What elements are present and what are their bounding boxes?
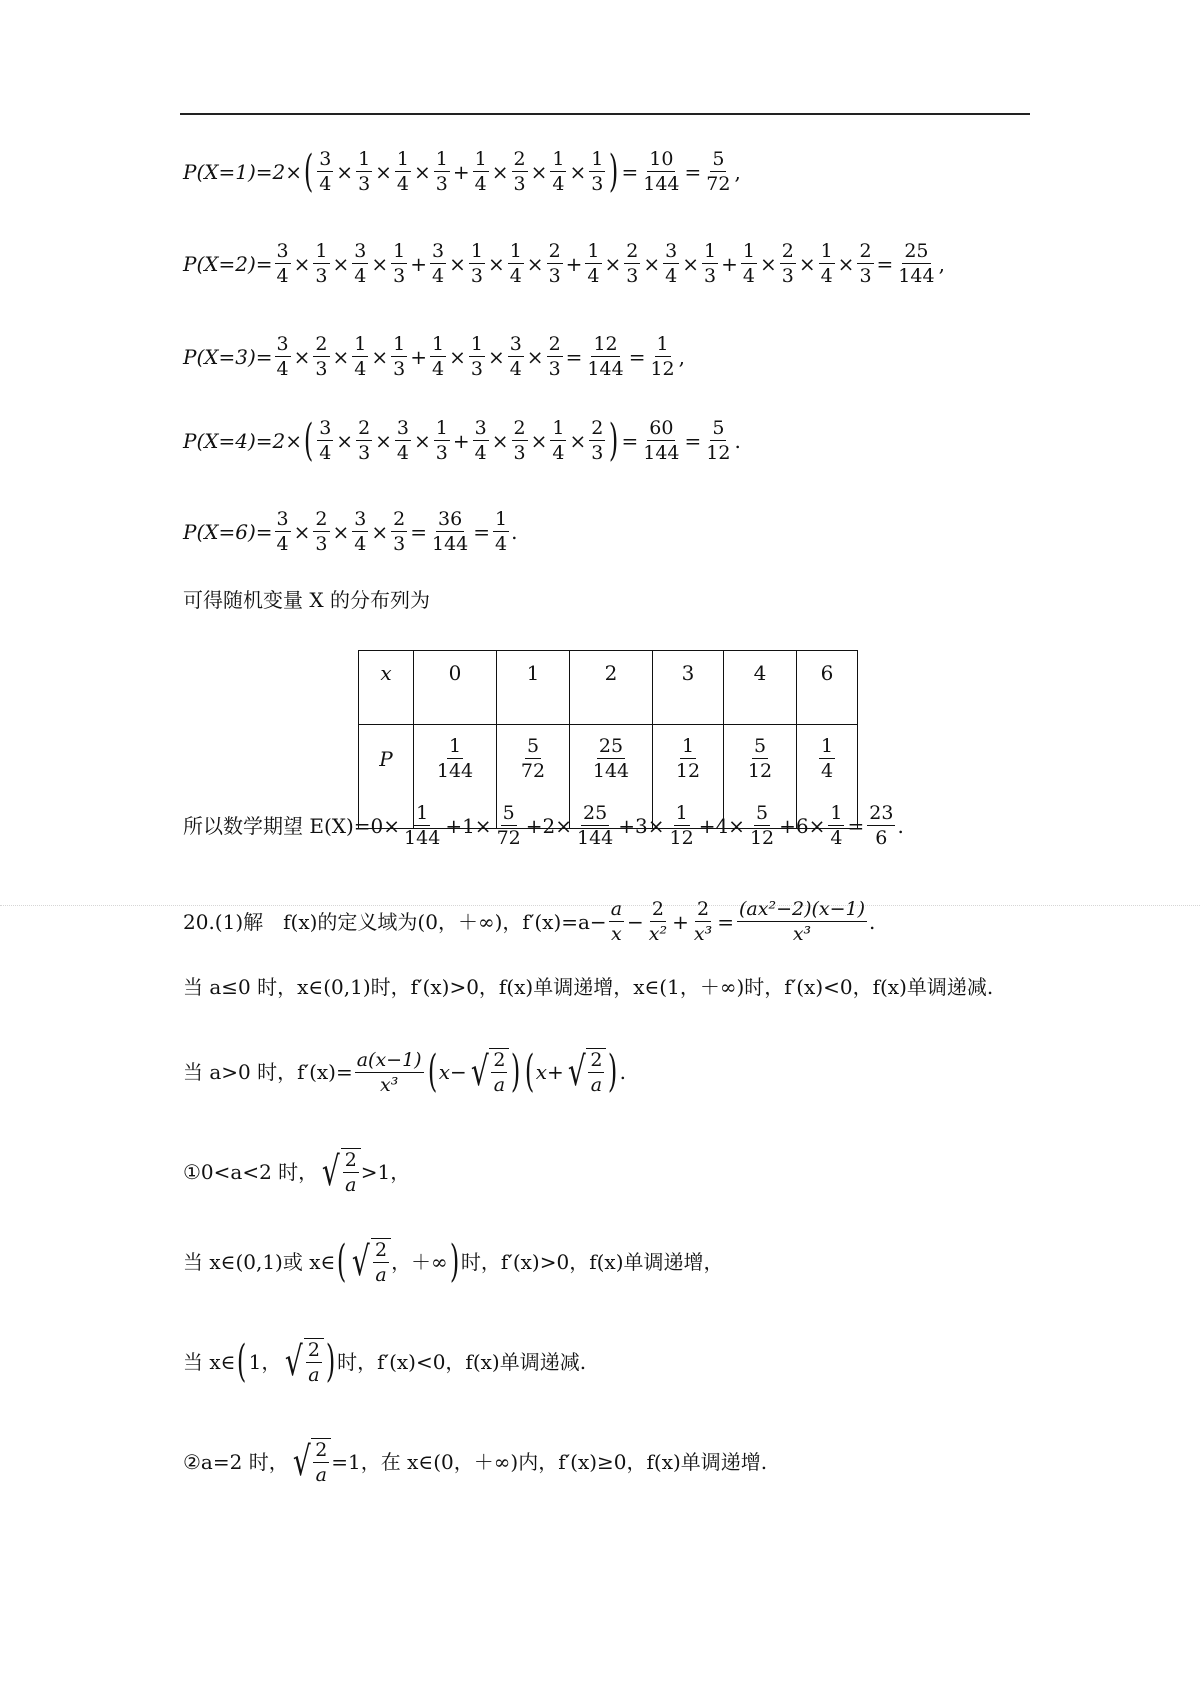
operator: − xyxy=(627,909,644,934)
operator: + xyxy=(452,428,470,453)
operator: × xyxy=(449,344,466,369)
operator: × xyxy=(293,519,311,544)
fraction: $\frac{a}{x}$ xyxy=(610,898,623,945)
operator: × xyxy=(759,251,777,276)
fraction: $\frac{1}{3}$ xyxy=(435,148,448,195)
operator: + xyxy=(565,251,583,276)
paren-open: ( xyxy=(303,145,314,197)
fraction: $\frac{1}{3}$ xyxy=(470,333,483,380)
fraction: $\frac{2}{3}$ xyxy=(315,508,328,555)
table-cell: $\frac{1}{144}$ xyxy=(414,725,497,829)
eq-lhs: P(X=4)=2× xyxy=(183,428,303,453)
operator: = xyxy=(410,519,427,544)
fraction: $\frac{1}{4}$ xyxy=(830,802,843,849)
operator: × xyxy=(375,428,392,453)
operator: + xyxy=(410,251,427,276)
operator: = xyxy=(621,428,639,453)
fraction: $\frac{1}{4}$ xyxy=(587,240,600,287)
paren-close: ) xyxy=(608,1046,618,1097)
case-1-decreasing xyxy=(183,1338,586,1386)
operator: × xyxy=(530,428,548,453)
table-cell: $\frac{5}{72}$ xyxy=(497,725,570,829)
fraction: $\frac{1}{4}$ xyxy=(495,508,508,555)
punctuation: . xyxy=(869,909,876,934)
fraction: $\frac{5}{72}$ xyxy=(706,148,731,195)
punctuation: , xyxy=(938,251,945,276)
fraction: $\frac{\text{(ax²−2)(x−1)}}{\text{x³}}$ xyxy=(739,898,866,945)
case-text: 时，f′(x)<0，f(x)单调递减. xyxy=(337,1350,587,1374)
fraction: $\frac{2}{3}$ xyxy=(513,417,526,464)
fraction: $\frac{1}{3}$ xyxy=(470,240,483,287)
fraction: $\frac{2}{3}$ xyxy=(859,240,872,287)
operator: × xyxy=(371,251,389,276)
operator: +2× xyxy=(525,813,572,838)
table-cell: $\frac{25}{144}$ xyxy=(570,725,653,829)
eq-lhs: 所以数学期望 E(X)=0× xyxy=(183,813,401,838)
operator: +3× xyxy=(618,813,665,838)
fraction: $\frac{1}{4}$ xyxy=(552,148,565,195)
case-1 xyxy=(183,1148,410,1196)
operator: × xyxy=(526,344,544,369)
operator: = xyxy=(684,159,702,184)
q20-line xyxy=(183,898,875,945)
fraction: $\frac{2}{\text{x²}}$ xyxy=(648,898,668,945)
fraction: $\frac{2}{3}$ xyxy=(315,333,328,380)
sqrt: √ $\frac{2}{a}$ xyxy=(467,1048,510,1096)
operator: = xyxy=(717,909,734,934)
punctuation: . xyxy=(734,428,741,453)
fraction: $\frac{2}{3}$ xyxy=(591,417,604,464)
fraction: $\frac{5}{12}$ xyxy=(749,802,775,849)
operator: × xyxy=(332,251,350,276)
fraction: $\frac{2}{3}$ xyxy=(548,333,561,380)
operator: × xyxy=(336,428,354,453)
header-rule xyxy=(180,113,1030,115)
operator: × xyxy=(682,251,699,276)
table-cell: 1 xyxy=(497,651,570,725)
operator: +1× xyxy=(445,813,492,838)
case-text: x+ xyxy=(535,1060,564,1084)
eq-lhs: P(X=1)=2× xyxy=(183,159,303,184)
fraction: $\frac{10}{144}$ xyxy=(643,148,680,195)
case-text: 时，f′(x)>0，f(x)单调递增， xyxy=(460,1250,724,1274)
case-text: ②a=2 时， xyxy=(183,1450,289,1474)
fraction: $\frac{1}{4}$ xyxy=(431,333,445,380)
operator: × xyxy=(491,159,509,184)
operator: × xyxy=(526,251,544,276)
operator: + xyxy=(410,344,427,369)
table-cell: 4 xyxy=(724,651,797,725)
fraction: $\frac{1}{3}$ xyxy=(704,240,717,287)
fraction: $\frac{2}{3}$ xyxy=(548,240,561,287)
fraction: $\frac{2}{3}$ xyxy=(626,240,639,287)
fraction: $\frac{3}{4}$ xyxy=(665,240,678,287)
fraction: $\frac{25}{144}$ xyxy=(577,802,614,849)
fraction: $\frac{3}{4}$ xyxy=(319,417,332,464)
fraction: $\frac{1}{4}$ xyxy=(509,240,522,287)
case-1-increasing xyxy=(183,1238,724,1286)
fraction: $\frac{5}{12}$ xyxy=(706,417,731,464)
fraction: $\frac{1}{3}$ xyxy=(435,417,448,464)
paren-close: ) xyxy=(511,1046,521,1097)
fraction: $\frac{12}{144}$ xyxy=(587,333,624,380)
operator: × xyxy=(414,159,431,184)
operator: = xyxy=(628,344,646,369)
case-2 xyxy=(183,1438,767,1486)
operator: × xyxy=(293,344,311,369)
fraction: $\frac{5}{72}$ xyxy=(496,802,521,849)
eq-px2 xyxy=(183,240,945,287)
operator: + xyxy=(721,251,738,276)
eq-expectation xyxy=(183,802,904,849)
operator: × xyxy=(487,251,505,276)
fraction: $\frac{2}{\text{x³}}$ xyxy=(693,898,713,945)
fraction: $\frac{3}{4}$ xyxy=(396,417,410,464)
table-header-p: P xyxy=(359,725,414,829)
fraction: $\frac{1}{3}$ xyxy=(358,148,371,195)
fraction: $\frac{3}{4}$ xyxy=(276,240,289,287)
fraction: $\frac{60}{144}$ xyxy=(643,417,680,464)
operator: = xyxy=(684,428,702,453)
operator: × xyxy=(336,159,354,184)
table-cell: 3 xyxy=(653,651,724,725)
eq-lhs: P(X=3)= xyxy=(183,344,273,369)
fraction: $\frac{3}{4}$ xyxy=(319,148,332,195)
paren-close: ) xyxy=(609,414,619,466)
fraction: $\frac{1}{4}$ xyxy=(474,148,487,195)
operator: × xyxy=(491,428,509,453)
paren-close: ) xyxy=(325,1336,336,1387)
operator: +4× xyxy=(698,813,745,838)
fraction: $\frac{1}{4}$ xyxy=(552,417,565,464)
fraction: $\frac{1}{12}$ xyxy=(669,802,694,849)
eq-px6 xyxy=(183,508,517,555)
punctuation: . xyxy=(897,813,904,838)
operator: × xyxy=(293,251,311,276)
paren-close: ) xyxy=(449,1236,460,1287)
fraction: $\frac{2}{3}$ xyxy=(513,148,526,195)
fraction: $\frac{1}{4}$ xyxy=(354,333,367,380)
table-row xyxy=(359,651,858,725)
table-cell: 0 xyxy=(414,651,497,725)
operator: + xyxy=(452,159,470,184)
paren-open: ( xyxy=(337,1236,347,1287)
paren-open: ( xyxy=(524,1046,534,1097)
operator: = xyxy=(847,813,865,838)
punctuation: . xyxy=(619,1060,626,1084)
fraction: $\frac{2}{3}$ xyxy=(393,508,406,555)
operator: × xyxy=(332,344,350,369)
fraction: $\frac{1}{4}$ xyxy=(742,240,755,287)
operator: = xyxy=(876,251,894,276)
operator: × xyxy=(332,519,350,544)
paren-close: ) xyxy=(609,145,619,197)
fraction: $\frac{1}{12}$ xyxy=(650,333,675,380)
case-text: 当 x∈ xyxy=(183,1350,236,1374)
operator: + xyxy=(672,909,689,934)
fraction: $\frac{1}{3}$ xyxy=(315,240,328,287)
paren-open: ( xyxy=(303,414,314,466)
fraction: $\frac{3}{4}$ xyxy=(354,508,367,555)
eq-px3 xyxy=(183,333,685,380)
case-text: 当 a>0 时，f′(x)= xyxy=(183,1060,353,1084)
fraction: $\frac{3}{4}$ xyxy=(276,508,289,555)
operator: = xyxy=(565,344,583,369)
fraction: $\frac{3}{4}$ xyxy=(276,333,289,380)
table-cell: 2 xyxy=(570,651,653,725)
fraction: $\frac{23}{6}$ xyxy=(869,802,894,849)
case-text: ，＋∞ xyxy=(391,1250,448,1274)
table-cell: $\frac{1}{12}$ xyxy=(653,725,724,829)
table-cell: $\frac{5}{12}$ xyxy=(724,725,797,829)
table-cell: $\frac{1}{4}$ xyxy=(797,725,858,829)
fraction: $\frac{25}{144}$ xyxy=(898,240,935,287)
case-a-positive xyxy=(183,1048,626,1096)
operator: × xyxy=(487,344,505,369)
dist-intro xyxy=(183,588,430,612)
fraction: $\frac{1}{3}$ xyxy=(393,333,406,380)
eq-lhs: P(X=6)= xyxy=(183,519,273,544)
operator: × xyxy=(569,159,587,184)
operator: +6× xyxy=(779,813,826,838)
fraction: $\frac{1}{144}$ xyxy=(404,802,441,849)
case-text: x− xyxy=(438,1060,467,1084)
operator: × xyxy=(604,251,622,276)
case-text: =1，在 x∈(0，＋∞)内，f′(x)≥0，f(x)单调递增. xyxy=(331,1450,768,1474)
fraction: $\frac{1}{4}$ xyxy=(820,240,833,287)
sqrt: √ $\frac{2}{a}$ xyxy=(318,1148,361,1196)
fraction: $\frac{3}{4}$ xyxy=(354,240,367,287)
operator: × xyxy=(371,344,389,369)
fraction: $\frac{a(x-1)}{\text{x³}}$ xyxy=(356,1048,422,1096)
operator: × xyxy=(449,251,466,276)
case-text: 当 a≤0 时，x∈(0,1)时，f′(x)>0，f(x)单调递增，x∈(1，＋∞)时，f′(x)<0，f(x)单调递减. xyxy=(183,975,994,999)
case-text: >1， xyxy=(360,1160,411,1184)
fraction: $\frac{1}{3}$ xyxy=(591,148,604,195)
case-text: ①0<a<2 时， xyxy=(183,1160,319,1184)
punctuation: , xyxy=(734,159,741,184)
operator: = xyxy=(621,159,639,184)
operator: × xyxy=(837,251,855,276)
operator: × xyxy=(569,428,587,453)
operator: × xyxy=(371,519,389,544)
sqrt: √ $\frac{2}{a}$ xyxy=(289,1438,332,1486)
q20-text: 20.(1)解 f(x)的定义域为(0，＋∞)，f′(x)=a− xyxy=(183,909,607,934)
dist-intro-text: 可得随机变量 X 的分布列为 xyxy=(183,588,430,612)
fraction: $\frac{36}{144}$ xyxy=(431,508,469,555)
fraction: $\frac{3}{4}$ xyxy=(474,417,487,464)
fraction: $\frac{2}{3}$ xyxy=(358,417,371,464)
operator: × xyxy=(530,159,548,184)
table-cell: 6 xyxy=(797,651,858,725)
sqrt: √ $\frac{2}{a}$ xyxy=(564,1048,607,1096)
eq-px1 xyxy=(183,145,741,197)
paren-open: ( xyxy=(427,1046,437,1097)
fraction: $\frac{2}{3}$ xyxy=(781,240,794,287)
case-text: 当 x∈(0,1)或 x∈ xyxy=(183,1250,336,1274)
fraction: $\frac{1}{3}$ xyxy=(393,240,406,287)
operator: = xyxy=(473,519,491,544)
operator: × xyxy=(798,251,816,276)
table-header-x: x xyxy=(359,651,414,725)
operator: × xyxy=(414,428,431,453)
sqrt: √ $\frac{2}{a}$ xyxy=(348,1238,391,1286)
case-text: 1， xyxy=(248,1350,282,1374)
fraction: $\frac{3}{4}$ xyxy=(509,333,522,380)
paren-open: ( xyxy=(237,1336,247,1387)
fraction: $\frac{1}{4}$ xyxy=(396,148,410,195)
eq-lhs: P(X=2)= xyxy=(183,251,273,276)
operator: × xyxy=(375,159,392,184)
operator: × xyxy=(643,251,661,276)
fraction: $\frac{3}{4}$ xyxy=(431,240,445,287)
sqrt: √ $\frac{2}{a}$ xyxy=(281,1338,324,1386)
eq-px4 xyxy=(183,414,741,466)
punctuation: , xyxy=(678,344,685,369)
punctuation: . xyxy=(511,519,518,544)
case-a-nonpositive xyxy=(183,975,993,999)
